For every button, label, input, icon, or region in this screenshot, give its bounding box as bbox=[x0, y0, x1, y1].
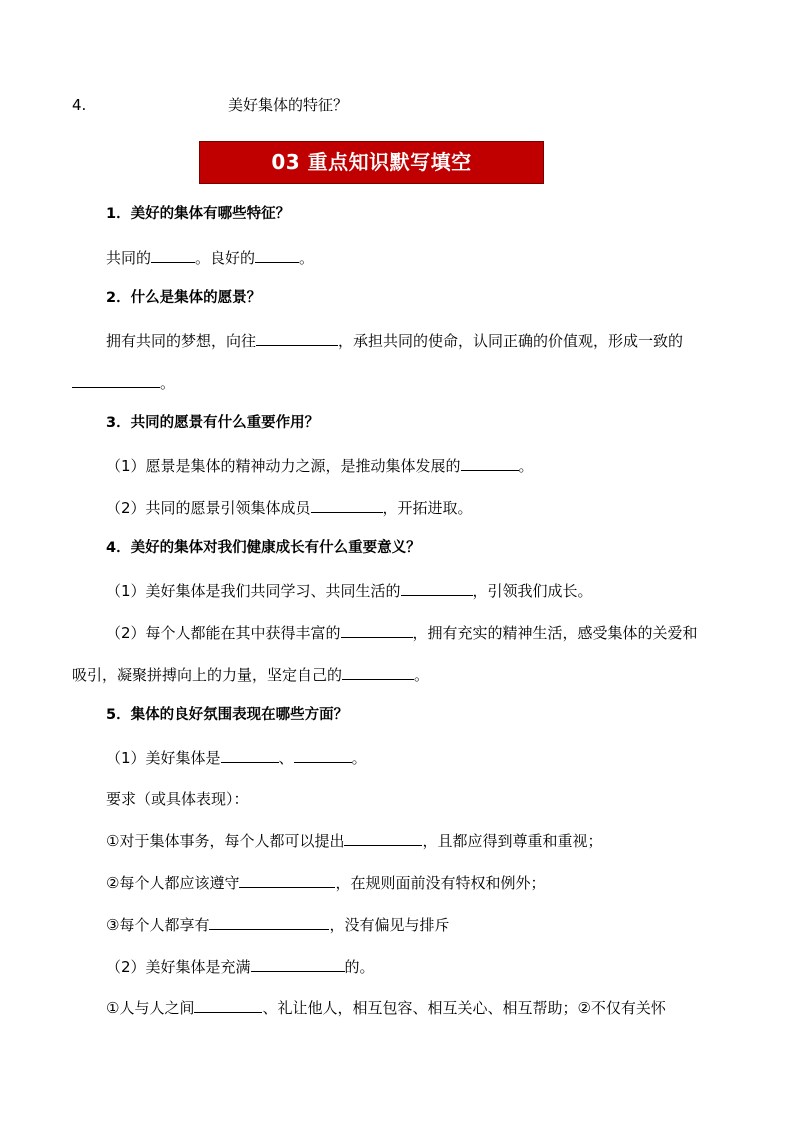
q2-l1-b: ，承担共同的使命，认同正确的价值观，形成一致的 bbox=[338, 332, 684, 350]
q4-l3-a: 吸引，凝聚拼搏向上的力量，坚定自己的 bbox=[72, 666, 343, 684]
fill-blank[interactable] bbox=[239, 872, 335, 888]
fill-blank[interactable] bbox=[209, 914, 329, 930]
q5-line-2: 要求（或具体表现）： bbox=[106, 790, 249, 808]
q3-l2-a: （2）共同的愿景引领集体成员 bbox=[106, 499, 311, 517]
q3-title: 3．共同的愿景有什么重要作用？ bbox=[106, 415, 320, 431]
fill-blank[interactable] bbox=[461, 455, 519, 471]
q5-l5-b: ，没有偏见与排斥 bbox=[329, 916, 450, 934]
fill-blank[interactable] bbox=[401, 580, 473, 596]
fill-blank[interactable] bbox=[72, 372, 160, 388]
q4-line-1 bbox=[106, 580, 593, 601]
q2-l1-a: 拥有共同的梦想，向往 bbox=[106, 332, 257, 350]
q4-line-3 bbox=[72, 664, 429, 685]
q1-l1-b: 。良好的 bbox=[195, 249, 256, 267]
question-number: 4. bbox=[72, 96, 87, 114]
q4-l3-b: 。 bbox=[414, 666, 430, 684]
fill-blank[interactable] bbox=[194, 997, 262, 1013]
q5-l4-b: ，在规则面前没有特权和例外； bbox=[335, 874, 546, 892]
question-text: 美好集体的特征？ bbox=[228, 96, 349, 114]
q5-l4-a: ②每个人都应该遵守 bbox=[106, 874, 240, 892]
fill-blank[interactable] bbox=[311, 497, 383, 513]
q4-line-2 bbox=[106, 622, 698, 643]
fill-blank[interactable] bbox=[255, 247, 299, 263]
q4-l1-a: （1）美好集体是我们共同学习、共同生活的 bbox=[106, 582, 401, 600]
q5-l7-a: ①人与人之间 bbox=[106, 999, 195, 1017]
q5-l6-a: （2）美好集体是充满 bbox=[106, 958, 251, 976]
q1-title: 1．美好的集体有哪些特征？ bbox=[106, 206, 291, 222]
q2-line-2 bbox=[72, 372, 175, 393]
q2-l2-b: 。 bbox=[160, 374, 176, 392]
q5-line-1 bbox=[106, 747, 367, 768]
q5-l1-b: 、 bbox=[278, 749, 294, 767]
q3-l2-b: ，开拓进取。 bbox=[382, 499, 473, 517]
q5-line-5 bbox=[106, 914, 449, 935]
q3-l1-b: 。 bbox=[518, 457, 534, 475]
q5-title: 5．集体的良好氛围表现在哪些方面？ bbox=[106, 707, 349, 723]
q4-l2-a: （2）每个人都能在其中获得丰富的 bbox=[106, 624, 341, 642]
q5-l1-c: 。 bbox=[351, 749, 367, 767]
fill-blank[interactable] bbox=[341, 622, 413, 638]
q4-title: 4．美好的集体对我们健康成长有什么重要意义？ bbox=[106, 540, 421, 556]
q5-l6-b: 的。 bbox=[344, 958, 375, 976]
q4-l2-b: ，拥有充实的精神生活，感受集体的关爱和 bbox=[412, 624, 698, 642]
q1-line-1 bbox=[106, 247, 314, 268]
q2-line-1 bbox=[106, 330, 683, 351]
q5-line-7 bbox=[106, 997, 666, 1018]
fill-blank[interactable] bbox=[221, 747, 279, 763]
q1-l1-a: 共同的 bbox=[106, 249, 152, 267]
q3-line-1 bbox=[106, 455, 534, 476]
q3-l1-a: （1）愿景是集体的精神动力之源，是推动集体发展的 bbox=[106, 457, 461, 475]
fill-blank[interactable] bbox=[342, 664, 414, 680]
q5-line-3 bbox=[106, 830, 602, 851]
q3-line-2 bbox=[106, 497, 473, 518]
q5-l3-a: ①对于集体事务，每个人都可以提出 bbox=[106, 832, 345, 850]
q2-title: 2．什么是集体的愿景？ bbox=[106, 290, 262, 306]
q5-l5-a: ③每个人都享有 bbox=[106, 916, 210, 934]
q4-l1-b: ，引领我们成长。 bbox=[472, 582, 593, 600]
q5-line-4 bbox=[106, 872, 545, 893]
fill-blank[interactable] bbox=[256, 330, 338, 346]
q5-l7-b: 、礼让他人，相互包容、相互关心、相互帮助；②不仅有关怀 bbox=[262, 999, 666, 1017]
section-banner: 03 重点知识默写填空 bbox=[199, 141, 544, 184]
q5-line-6 bbox=[106, 956, 375, 977]
q5-l1-a: （1）美好集体是 bbox=[106, 749, 221, 767]
q5-l3-b: ，且都应得到尊重和重视； bbox=[422, 832, 603, 850]
fill-blank[interactable] bbox=[151, 247, 195, 263]
q1-l1-c: 。 bbox=[299, 249, 315, 267]
fill-blank[interactable] bbox=[344, 830, 422, 846]
fill-blank[interactable] bbox=[294, 747, 352, 763]
fill-blank[interactable] bbox=[251, 956, 345, 972]
